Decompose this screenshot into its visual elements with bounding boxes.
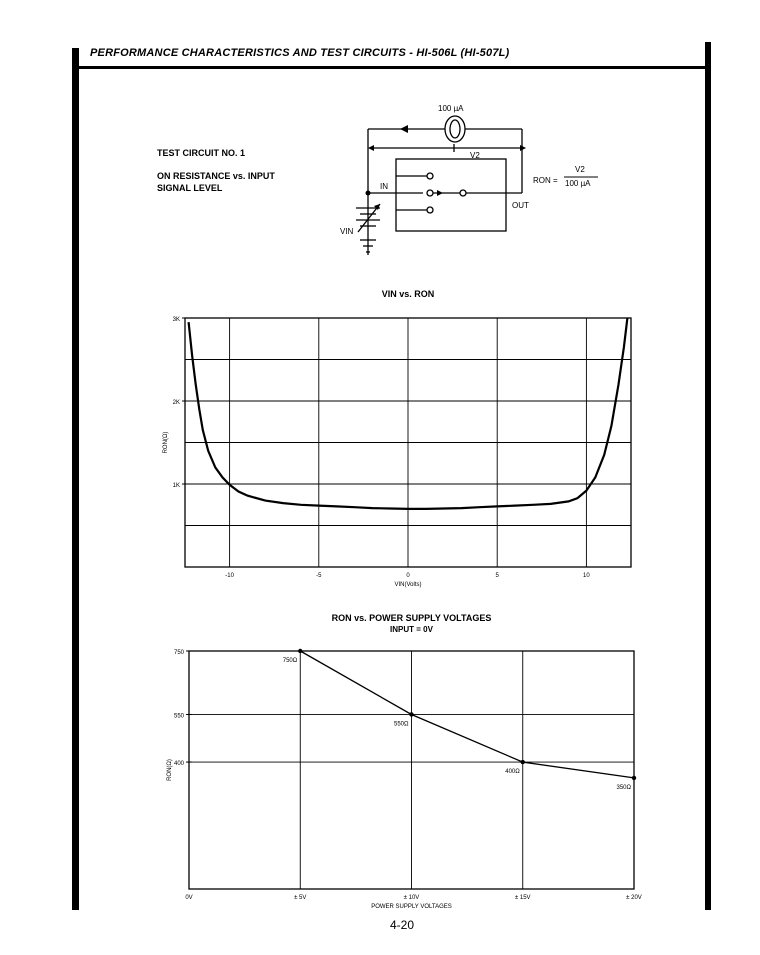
x-tick-label: 5 bbox=[495, 573, 499, 579]
x-tick-label: 0 bbox=[406, 573, 410, 579]
formula-denominator: 100 µA bbox=[565, 179, 591, 188]
y-axis-label: RON(Ω) bbox=[163, 431, 169, 454]
data-label: 400Ω bbox=[505, 769, 520, 776]
x-tick-label: ± 15V bbox=[514, 895, 531, 901]
x-tick-label: ± 5V bbox=[294, 895, 307, 901]
in-label: IN bbox=[380, 182, 388, 191]
x-tick-label: ± 10V bbox=[403, 895, 420, 901]
data-label: 550Ω bbox=[394, 721, 409, 728]
data-point bbox=[298, 649, 302, 653]
x-axis-label: POWER SUPPLY VOLTAGES bbox=[371, 904, 452, 910]
data-point bbox=[521, 760, 525, 764]
x-tick-label: 10 bbox=[583, 573, 590, 579]
data-point bbox=[632, 776, 636, 780]
x-axis-label: VIN(Volts) bbox=[394, 582, 422, 588]
data-label: 750Ω bbox=[282, 658, 298, 664]
current-source-label: 100 µA bbox=[438, 104, 464, 113]
y-tick-label: 550 bbox=[173, 713, 184, 720]
x-tick-label: 0V bbox=[185, 895, 193, 901]
out-label: OUT bbox=[512, 201, 529, 210]
v2-label: V2 bbox=[470, 151, 480, 160]
formula-numerator: V2 bbox=[575, 165, 585, 174]
page-title: PERFORMANCE CHARACTERISTICS AND TEST CIRCUITS - HI-506L (HI-507L) bbox=[90, 47, 510, 59]
y-tick-label: 3K bbox=[172, 317, 180, 323]
x-tick-label: -10 bbox=[225, 573, 234, 579]
data-point bbox=[409, 712, 413, 716]
y-axis-label: RON(Ω) bbox=[167, 759, 173, 781]
data-label: 350Ω bbox=[616, 784, 631, 791]
y-tick-label: 400 bbox=[173, 761, 184, 768]
page-number: 4-20 bbox=[390, 918, 415, 932]
test-circuit-description: ON RESISTANCE vs. INPUT SIGNAL LEVEL bbox=[157, 171, 275, 193]
x-tick-label: ± 20V bbox=[626, 895, 642, 901]
chart-title: RON vs. POWER SUPPLY VOLTAGES bbox=[331, 613, 492, 623]
x-tick-label: -5 bbox=[316, 573, 322, 579]
chart-title: VIN vs. RON bbox=[381, 289, 435, 299]
test-circuit-label: TEST CIRCUIT NO. 1 bbox=[157, 148, 246, 158]
y-tick-label: 750 bbox=[173, 650, 184, 656]
y-tick-label: 2K bbox=[172, 400, 180, 406]
y-tick-label: 1K bbox=[172, 483, 180, 489]
chart-subtitle: INPUT = 0V bbox=[390, 625, 433, 634]
vin-label: VIN bbox=[340, 227, 354, 236]
formula-lhs: RON = bbox=[533, 176, 558, 185]
